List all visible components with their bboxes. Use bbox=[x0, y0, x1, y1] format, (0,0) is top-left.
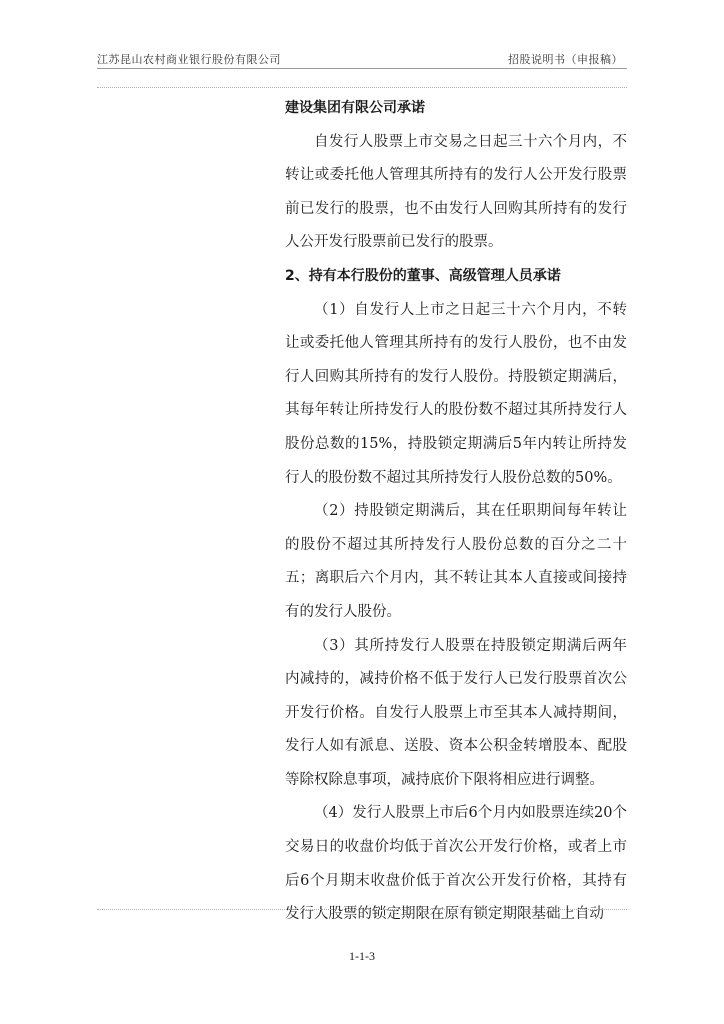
paragraph-group-commitment: 自发行人股票上市交易之日起三十六个月内，不转让或委托他人管理其所持有的发行人公开发行股票前已发行的股票，也不由发行人回购其所持有的发行人公开发行股票前已发行的股票。 bbox=[285, 133, 627, 251]
header-document-title: 招股说明书（申报稿） bbox=[508, 53, 623, 66]
footer-dotted-rule bbox=[97, 909, 627, 910]
paragraph-commitment-2: （2）持股锁定期满后，其在任职期间每年转让的股份不超过其所持发行人股份总数的百分之二十五；离职后六个月内，其不转让其本人直接或间接持有的发行人股份。 bbox=[285, 503, 627, 620]
page-number: 1-1-3 bbox=[349, 949, 375, 963]
header-rule bbox=[97, 68, 627, 69]
paragraph-commitment-3: （3）其所持发行人股票在持股锁定期满后两年内减持的，减持价格不低于发行人已发行股票首次公开发行价格。自发行人股票上市至其本人减持期间，发行人如有派息、送股、资本公积金转增股本、配股等除权除息事项，减持底价下限将相应进行调整。 bbox=[285, 637, 627, 788]
paragraph-commitment-1: （1）自发行人上市之日起三十六个月内，不转让或委托他人管理其所持有的发行人股份，也不由发行人回购其所持有的发行人股份。持股锁定期满后，其每年转让所持发行人的股份数不超过其所持发行人股份总数的15%，持股锁定期满后5年内转让所持发行人的股份数不超过其所持发行人股份总数的50%。 bbox=[285, 301, 627, 486]
header-dotted-rule bbox=[97, 87, 627, 88]
section-heading-group-commitment: 建设集团有限公司承诺 bbox=[285, 100, 425, 116]
paragraph-commitment-4: （4）发行人股票上市后6个月内如股票连续20个交易日的收盘价均低于首次公开发行价格，或者上市后6个月期末收盘价低于首次公开发行价格，其持有发行人股票的锁定期限在原有锁定期限基础上自动 bbox=[285, 805, 627, 923]
section-heading-directors-commitment: 2、持有本行股份的董事、高级管理人员承诺 bbox=[285, 267, 561, 284]
header-company-name: 江苏昆山农村商业银行股份有限公司 bbox=[97, 53, 281, 66]
document-body bbox=[285, 92, 627, 932]
